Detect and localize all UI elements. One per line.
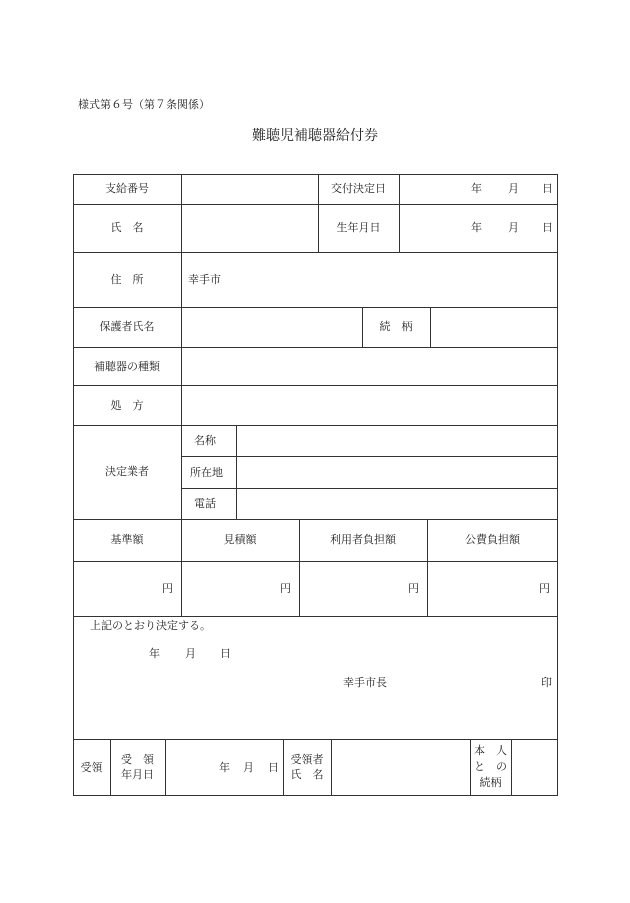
estimate-yen-unit: 円: [280, 582, 291, 595]
decision-year-label: 年: [149, 647, 160, 660]
issue-date-day-label: 日: [542, 182, 553, 195]
contractor-name-field[interactable]: [237, 426, 557, 456]
contractor-label: 決定業者: [105, 465, 149, 478]
guardian-name-label: 保護者氏名: [99, 320, 155, 333]
relation-label-line1: 本 人: [474, 744, 507, 757]
base-amount-label: 基準額: [110, 533, 144, 546]
payment-number-field[interactable]: [182, 175, 318, 204]
receipt-date-label-line1: 受 領: [121, 753, 154, 766]
issue-date-year-label: 年: [471, 182, 482, 195]
decision-statement: 上記のとおり決定する。: [90, 619, 211, 632]
receipt-label: 受領: [80, 761, 103, 774]
birth-date-year-label: 年: [471, 221, 482, 234]
device-type-label: 補聴器の種類: [94, 360, 160, 373]
estimate-label: 見積額: [223, 533, 257, 546]
receipt-date-label-line2: 年月日: [121, 768, 154, 781]
public-share-label: 公費負担額: [465, 533, 520, 546]
device-type-field[interactable]: [182, 348, 557, 385]
issue-decision-date-label: 交付決定日: [331, 182, 386, 195]
base-amount-yen-unit: 円: [162, 582, 173, 595]
name-label: 氏 名: [110, 221, 144, 234]
user-share-yen-unit: 円: [408, 582, 419, 595]
relation-field[interactable]: [512, 740, 557, 795]
recipient-name-label-line1: 受領者: [290, 753, 324, 766]
contractor-location-field[interactable]: [237, 457, 557, 488]
decision-day-label: 日: [220, 647, 231, 660]
form-code: 様式第６号（第７条関係）: [78, 98, 210, 111]
relation-label-line3: 続柄: [479, 776, 502, 789]
receipt-day-label: 日: [268, 761, 279, 774]
address-value[interactable]: 幸手市: [188, 273, 221, 286]
birth-date-month-label: 月: [508, 221, 519, 234]
payment-number-label: 支給番号: [105, 182, 149, 195]
address-label: 住 所: [110, 273, 144, 286]
contractor-location-label: 所在地: [190, 466, 223, 479]
user-share-label: 利用者負担額: [330, 533, 396, 546]
birth-date-label: 生年月日: [336, 221, 381, 234]
relationship-label: 続 柄: [379, 320, 413, 333]
contractor-name-label: 名称: [194, 434, 216, 447]
receipt-month-label: 月: [243, 761, 254, 774]
seal-mark: 印: [541, 676, 552, 689]
mayor-signature-label: 幸手市長: [343, 676, 387, 689]
issue-date-month-label: 月: [508, 182, 519, 195]
recipient-name-label-line2: 氏 名: [290, 768, 324, 781]
relation-label-line2: と の: [474, 760, 507, 773]
contractor-phone-label: 電話: [194, 497, 216, 510]
birth-date-day-label: 日: [542, 221, 553, 234]
document-title: 難聴児補聴器給付券: [252, 128, 378, 144]
name-field[interactable]: [182, 205, 318, 252]
prescription-field[interactable]: [182, 386, 557, 425]
receipt-year-label: 年: [219, 761, 230, 774]
prescription-label: 処 方: [110, 399, 144, 412]
guardian-name-field[interactable]: [182, 308, 362, 347]
decision-month-label: 月: [185, 647, 196, 660]
public-share-yen-unit: 円: [539, 582, 550, 595]
relationship-field[interactable]: [431, 308, 557, 347]
voucher-form-table: [73, 174, 558, 796]
contractor-phone-field[interactable]: [237, 489, 557, 519]
recipient-name-field[interactable]: [332, 740, 470, 795]
